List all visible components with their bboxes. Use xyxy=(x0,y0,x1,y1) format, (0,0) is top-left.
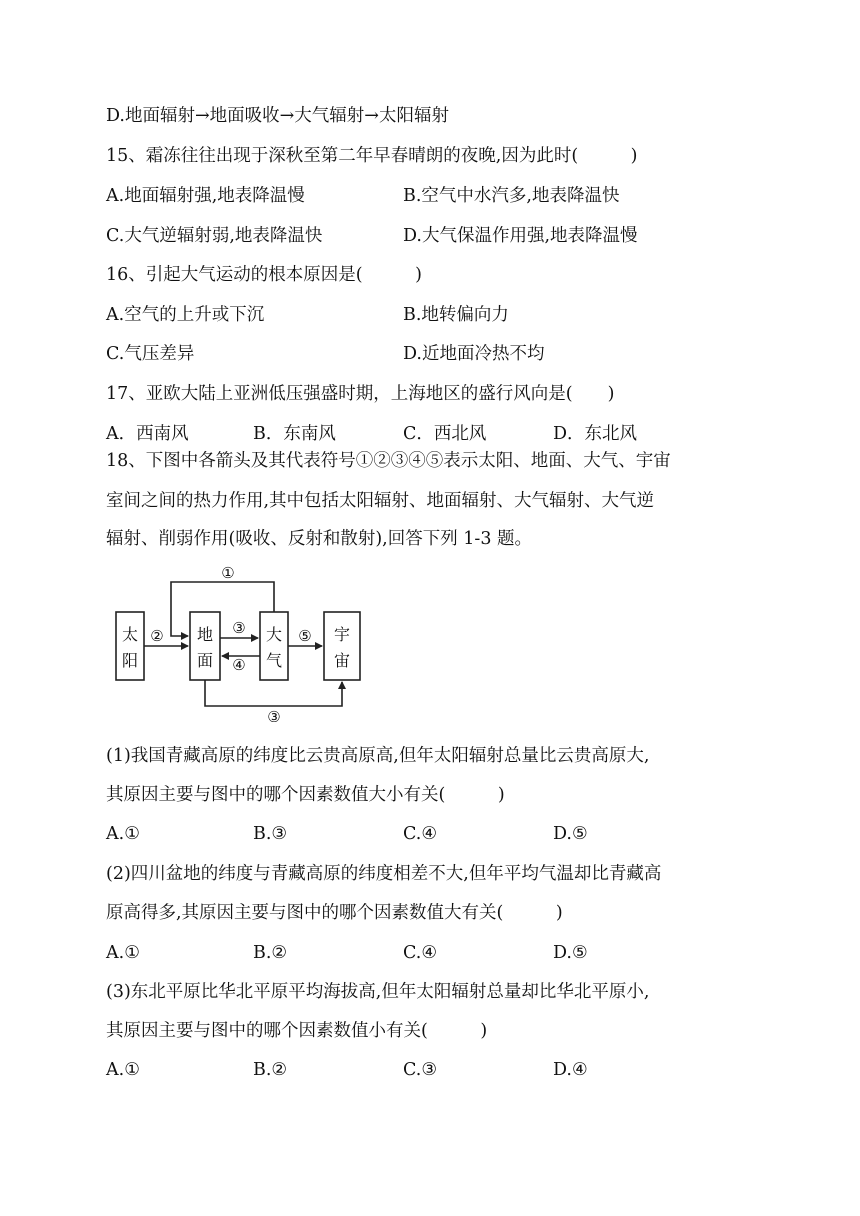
sub2-option-b: B.② xyxy=(253,943,288,963)
label-5: ⑤ xyxy=(298,627,312,645)
q15-option-a: A.地面辐射强,地表降温慢 xyxy=(106,186,305,206)
q16-option-d: D.近地面冷热不均 xyxy=(403,344,545,364)
label-4: ④ xyxy=(232,656,246,674)
q17-option-c: C．西北风 xyxy=(403,424,487,444)
sub1-stem-line1: (1)我国青藏高原的纬度比云贵高原高,但年太阳辐射总量比云贵高原大, xyxy=(106,746,650,766)
space-label-1: 宇 xyxy=(333,625,351,644)
sub3-option-a: A.① xyxy=(106,1060,140,1080)
sub3-option-b: B.② xyxy=(253,1060,288,1080)
q18-stem-line2: 室间之间的热力作用,其中包括太阳辐射、地面辐射、大气辐射、大气逆 xyxy=(106,491,655,511)
q16-option-c: C.气压差异 xyxy=(106,344,195,364)
heat-flow-diagram xyxy=(108,562,368,722)
sub3-option-d: D.④ xyxy=(553,1060,588,1080)
sub2-option-a: A.① xyxy=(106,943,140,963)
q14-option-d: D.地面辐射→地面吸收→大气辐射→太阳辐射 xyxy=(106,106,449,126)
ground-label-2: 面 xyxy=(196,651,214,670)
q18-stem-line3: 辐射、削弱作用(吸收、反射和散射),回答下列 1-3 题。 xyxy=(106,529,533,549)
label-1: ① xyxy=(221,564,235,582)
label-3-lower: ③ xyxy=(267,708,281,722)
sun-label-1: 太 xyxy=(121,625,139,644)
atmosphere-label-2: 气 xyxy=(265,651,283,670)
sub1-option-b: B.③ xyxy=(253,824,288,844)
q15-option-b: B.空气中水汽多,地表降温快 xyxy=(403,186,620,206)
q18-stem-line1: 18、下图中各箭头及其代表符号①②③④⑤表示太阳、地面、大气、宇宙 xyxy=(106,451,671,471)
q17-option-a: A．西南风 xyxy=(106,424,189,444)
q15-stem: 15、霜冻往往出现于深秋至第二年早春晴朗的夜晚,因为此时( ) xyxy=(106,146,638,166)
sub3-stem-line1: (3)东北平原比华北平原平均海拔高,但年太阳辐射总量却比华北平原小, xyxy=(106,982,650,1002)
sun-label-2: 阳 xyxy=(121,651,139,670)
q16-option-a: A.空气的上升或下沉 xyxy=(106,305,265,325)
sub2-stem-line1: (2)四川盆地的纬度与青藏高原的纬度相差不大,但年平均气温却比青藏高 xyxy=(106,864,662,884)
q16-option-b: B.地转偏向力 xyxy=(403,305,509,325)
q17-stem: 17、亚欧大陆上亚洲低压强盛时期，上海地区的盛行风向是( ) xyxy=(106,384,615,404)
sub1-option-d: D.⑤ xyxy=(553,824,588,844)
sub1-option-a: A.① xyxy=(106,824,140,844)
q16-stem: 16、引起大气运动的根本原因是( ) xyxy=(106,265,422,285)
sub3-stem-line2: 其原因主要与图中的哪个因素数值小有关( ) xyxy=(106,1021,488,1041)
q15-option-c: C.大气逆辐射弱,地表降温快 xyxy=(106,226,323,246)
arrow-3-lower xyxy=(205,680,342,706)
sub1-option-c: C.④ xyxy=(403,824,438,844)
label-2: ② xyxy=(150,627,164,645)
label-3-upper: ③ xyxy=(232,619,246,637)
atmosphere-label-1: 大 xyxy=(265,625,283,644)
sub1-stem-line2: 其原因主要与图中的哪个因素数值大小有关( ) xyxy=(106,785,505,805)
q15-option-d: D.大气保温作用强,地表降温慢 xyxy=(403,226,638,246)
q17-option-b: B．东南风 xyxy=(253,424,336,444)
sub3-option-c: C.③ xyxy=(403,1060,438,1080)
sub2-option-c: C.④ xyxy=(403,943,438,963)
sub2-option-d: D.⑤ xyxy=(553,943,588,963)
q17-option-d: D．东北风 xyxy=(553,424,638,444)
space-label-2: 宙 xyxy=(333,651,351,670)
ground-label-1: 地 xyxy=(196,625,214,644)
arrow-1 xyxy=(171,582,274,636)
sub2-stem-line2: 原高得多,其原因主要与图中的哪个因素数值大有关( ) xyxy=(106,903,563,923)
